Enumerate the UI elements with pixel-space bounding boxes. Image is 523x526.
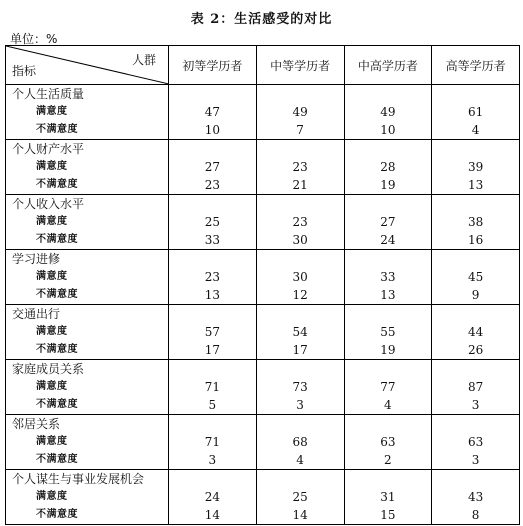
value-cell: 4 [344,396,432,415]
column-header: 中等学历者 [256,46,344,85]
value-cell: 71 [169,433,257,451]
value-cell: 4 [256,451,344,470]
indicator-label: 不满意度 [6,176,169,195]
value-cell [432,250,520,269]
value-cell: 31 [344,488,432,506]
table-row [6,378,520,396]
value-cell [169,85,257,104]
group-header-row [6,360,520,379]
value-cell [256,470,344,489]
table-row [6,433,520,451]
table-row [6,396,520,415]
value-cell: 54 [256,323,344,341]
group-header-row [6,470,520,489]
indicator-label: 不满意度 [6,506,169,525]
indicator-label: 满意度 [6,268,169,286]
table-row [6,231,520,250]
value-cell: 3 [432,396,520,415]
value-cell: 17 [169,341,257,360]
value-cell: 44 [432,323,520,341]
table-title: 表 2：生活感受的对比 [190,12,333,27]
group-name: 个人谋生与事业发展机会 [6,470,169,489]
value-cell: 87 [432,378,520,396]
value-cell: 15 [344,506,432,525]
table-row [6,323,520,341]
indicator-label: 满意度 [6,103,169,121]
column-header: 初等学历者 [169,46,257,85]
value-cell [169,195,257,214]
value-cell: 45 [432,268,520,286]
group-name: 邻居关系 [6,415,169,434]
table-row [6,176,520,195]
value-cell: 71 [169,378,257,396]
value-cell: 14 [256,506,344,525]
value-cell [344,85,432,104]
header-row [6,46,520,85]
table-row [6,451,520,470]
value-cell [344,360,432,379]
table-row [6,103,520,121]
value-cell: 16 [432,231,520,250]
value-cell: 77 [344,378,432,396]
value-cell: 24 [344,231,432,250]
value-cell: 14 [169,506,257,525]
value-cell [169,415,257,434]
value-cell: 28 [344,158,432,176]
value-cell: 49 [344,103,432,121]
value-cell: 43 [432,488,520,506]
value-cell: 4 [432,121,520,140]
value-cell: 24 [169,488,257,506]
comparison-table [5,45,520,525]
value-cell: 63 [344,433,432,451]
group-header-row [6,85,520,104]
value-cell: 19 [344,176,432,195]
value-cell [256,360,344,379]
indicator-label: 满意度 [6,433,169,451]
indicator-label: 不满意度 [6,341,169,360]
value-cell: 5 [169,396,257,415]
group-header-row [6,250,520,269]
group-header-row [6,415,520,434]
value-cell [256,415,344,434]
value-cell [432,470,520,489]
indicator-label: 不满意度 [6,451,169,470]
table-body [6,85,520,525]
value-cell: 63 [432,433,520,451]
value-cell: 25 [169,213,257,231]
value-cell: 33 [344,268,432,286]
value-cell: 27 [344,213,432,231]
group-name: 个人财产水平 [6,140,169,159]
value-cell [256,140,344,159]
value-cell: 10 [344,121,432,140]
value-cell [169,140,257,159]
value-cell: 7 [256,121,344,140]
value-cell [344,415,432,434]
value-cell [344,305,432,324]
value-cell: 21 [256,176,344,195]
value-cell: 9 [432,286,520,305]
group-name: 家庭成员关系 [6,360,169,379]
value-cell: 13 [432,176,520,195]
diagonal-header-cell [6,46,169,85]
value-cell [344,250,432,269]
indicator-label: 不满意度 [6,396,169,415]
value-cell: 38 [432,213,520,231]
value-cell [432,85,520,104]
value-cell: 2 [344,451,432,470]
group-name: 个人生活质量 [6,85,169,104]
value-cell: 19 [344,341,432,360]
value-cell [432,415,520,434]
table-row [6,341,520,360]
value-cell: 23 [256,158,344,176]
value-cell [432,305,520,324]
value-cell [256,305,344,324]
table-row [6,121,520,140]
value-cell [344,195,432,214]
value-cell [169,470,257,489]
column-header: 中高学历者 [344,46,432,85]
group-header-row [6,195,520,214]
indicator-label: 不满意度 [6,231,169,250]
value-cell [256,250,344,269]
indicator-label: 满意度 [6,213,169,231]
value-cell [169,360,257,379]
value-cell: 3 [432,451,520,470]
value-cell [344,470,432,489]
value-cell: 23 [169,268,257,286]
value-cell [432,140,520,159]
unit-label: 单位：% [10,32,58,46]
value-cell: 3 [169,451,257,470]
group-name: 学习进修 [6,250,169,269]
table-row [6,213,520,231]
table-row [6,158,520,176]
value-cell: 55 [344,323,432,341]
value-cell: 30 [256,231,344,250]
value-cell: 26 [432,341,520,360]
value-cell: 10 [169,121,257,140]
value-cell [169,250,257,269]
value-cell [256,195,344,214]
value-cell [432,195,520,214]
value-cell [256,85,344,104]
value-cell: 61 [432,103,520,121]
indicator-label: 不满意度 [6,286,169,305]
indicator-label: 满意度 [6,488,169,506]
value-cell: 8 [432,506,520,525]
value-cell: 23 [256,213,344,231]
value-cell: 57 [169,323,257,341]
value-cell: 47 [169,103,257,121]
indicator-label: 指标 [12,64,37,78]
value-cell: 17 [256,341,344,360]
indicator-label: 满意度 [6,323,169,341]
value-cell: 12 [256,286,344,305]
value-cell: 25 [256,488,344,506]
indicator-label: 不满意度 [6,121,169,140]
group-header-row [6,305,520,324]
value-cell: 13 [344,286,432,305]
value-cell: 39 [432,158,520,176]
indicator-label: 满意度 [6,378,169,396]
value-cell: 3 [256,396,344,415]
group-name: 个人收入水平 [6,195,169,214]
value-cell [344,140,432,159]
value-cell: 13 [169,286,257,305]
group-name: 交通出行 [6,305,169,324]
value-cell: 73 [256,378,344,396]
column-header: 高等学历者 [432,46,520,85]
value-cell: 33 [169,231,257,250]
value-cell [432,360,520,379]
table-row [6,506,520,525]
group-header-row [6,140,520,159]
value-cell [169,305,257,324]
value-cell: 49 [256,103,344,121]
value-cell: 23 [169,176,257,195]
table-row [6,286,520,305]
crowd-label: 人群 [131,53,156,67]
value-cell: 68 [256,433,344,451]
value-cell: 30 [256,268,344,286]
table-row [6,488,520,506]
value-cell: 27 [169,158,257,176]
indicator-label: 满意度 [6,158,169,176]
table-row [6,268,520,286]
